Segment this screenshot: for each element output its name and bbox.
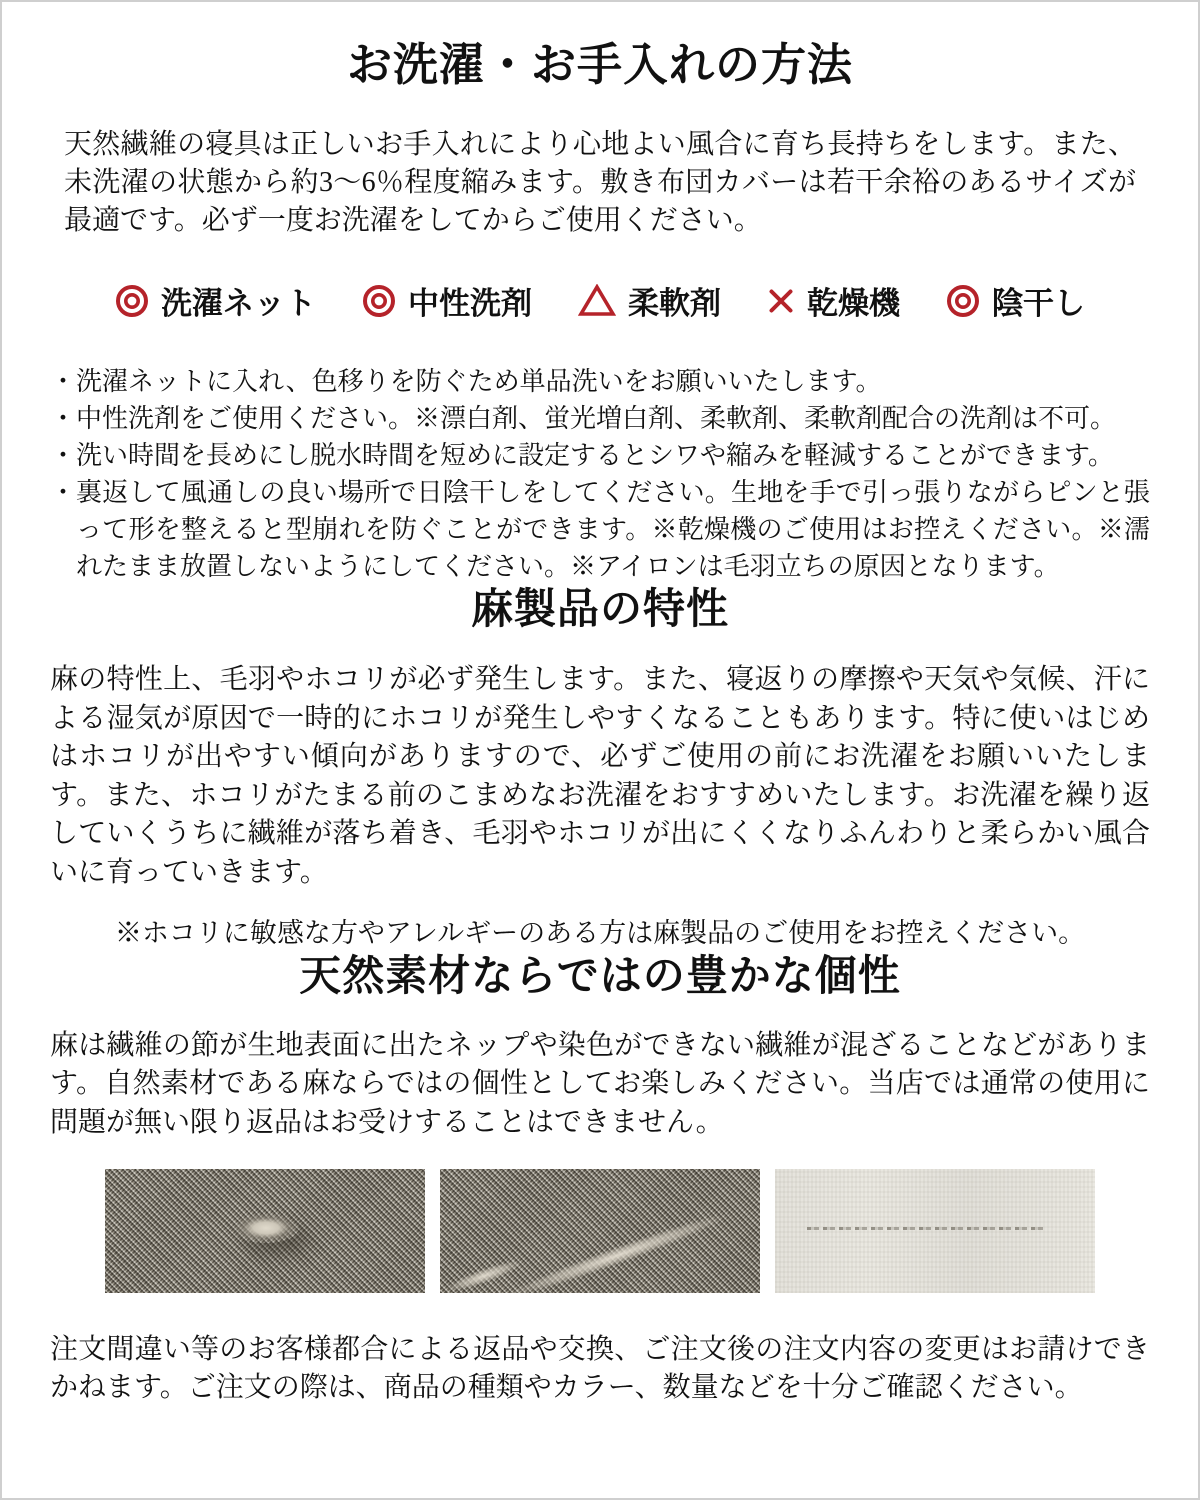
bullet-marker: ・ <box>50 404 77 433</box>
list-item <box>50 474 1150 585</box>
individuality-body-text: 麻は繊維の節が生地表面に出たネップや染色ができない繊維が混ざることなどがあります。自然素材である麻ならではの個性としてお楽しみください。当店では通常の使用に問題が無い限り返品はお受けすることはできません。 <box>50 1029 1150 1138</box>
bullet-marker: ・ <box>50 478 77 507</box>
double-circle-icon <box>362 284 396 318</box>
care-item-fabric-softener <box>578 278 721 323</box>
list-item <box>50 400 1150 437</box>
fabric-sample-slub-image <box>440 1169 760 1293</box>
list-item <box>50 363 1150 400</box>
triangle-icon <box>578 284 616 318</box>
care-item-neutral-detergent <box>362 278 532 323</box>
bullet-marker: ・ <box>50 367 77 396</box>
section-title-washing: お洗濯・お手入れの方法 <box>346 40 853 90</box>
section-title-hemp: 麻製品の特性 <box>470 587 729 633</box>
undyed-fiber-line <box>807 1227 1047 1230</box>
double-circle-icon <box>115 284 149 318</box>
fabric-samples-row <box>2 1169 1198 1293</box>
care-item-tumble-dryer <box>767 278 900 323</box>
care-item-label: 陰干し <box>992 286 1085 321</box>
slub-streak <box>504 1208 731 1294</box>
tip-text: 裏返して風通しの良い場所で日陰干しをしてください。生地を手で引っ張りながらピンと張って形を整えると型崩れを防ぐことができます。※乾燥機のご使用はお控えください。※濡れたまま放置しないようにしてください。※アイロンは毛羽立ちの原因となります。 <box>76 478 1150 581</box>
care-item-label: 洗濯ネット <box>161 286 316 321</box>
order-note-text: 注文間違い等のお客様都合による返品や交換、ご注文後の注文内容の変更はお請けできかねます。ご注文の際は、商品の種類やカラー、数量などを十分ご確認ください。 <box>50 1334 1150 1404</box>
care-item-label: 中性洗剤 <box>408 286 532 321</box>
fabric-sample-undyed-fiber-image <box>775 1169 1095 1293</box>
list-item <box>50 437 1150 474</box>
tip-text: 洗濯ネットに入れ、色移りを防ぐため単品洗いをお願いいたします。 <box>76 367 882 396</box>
hemp-allergy-note: ※ホコリに敏感な方やアレルギーのある方は麻製品のご使用をお控えください。 <box>114 918 1086 949</box>
care-symbols-row <box>2 278 1198 323</box>
care-item-shade-drying <box>946 278 1085 323</box>
section-title-individuality: 天然素材ならではの豊かな個性 <box>299 954 901 1001</box>
bullet-marker: ・ <box>50 441 77 470</box>
care-item-label: 乾燥機 <box>807 286 900 321</box>
hemp-body-text: 麻の特性上、毛羽やホコリが必ず発生します。また、寝返りの摩擦や天気や気候、汗による湿気が原因で一時的にホコリが発生しやすくなることもあります。特に使いはじめはホコリが出やすい傾向がありますので、必ずご使用の前にお洗濯をお願いいたします。また、ホコリがたまる前のこまめなお洗濯をおすすめいたします。お洗濯を繰り返していくうちに繊維が落ち着き、毛羽やホコリが出にくくなりふんわりと柔らかい風合いに育っていきます。 <box>50 664 1150 888</box>
nep-blob <box>233 1213 299 1243</box>
care-item-wash-net <box>115 278 316 323</box>
tip-text: 中性洗剤をご使用ください。※漂白剤、蛍光増白剤、柔軟剤、柔軟剤配合の洗剤は不可。 <box>76 404 1117 433</box>
cross-icon <box>767 287 795 315</box>
double-circle-icon <box>946 284 980 318</box>
care-item-label: 柔軟剤 <box>628 286 721 321</box>
fabric-sample-nep-image <box>105 1169 425 1293</box>
washing-intro-text: 天然繊維の寝具は正しいお手入れにより心地よい風合に育ち長持ちをします。また、未洗濯の状態から約3〜6％程度縮みます。敷き布団カバーは若干余裕のあるサイズが最適です。必ず一度お洗濯をしてからご使用ください。 <box>64 129 1136 236</box>
washing-tips-list <box>50 363 1150 585</box>
tip-text: 洗い時間を長めにし脱水時間を短めに設定するとシワや縮みを軽減することができます。 <box>76 441 1114 470</box>
